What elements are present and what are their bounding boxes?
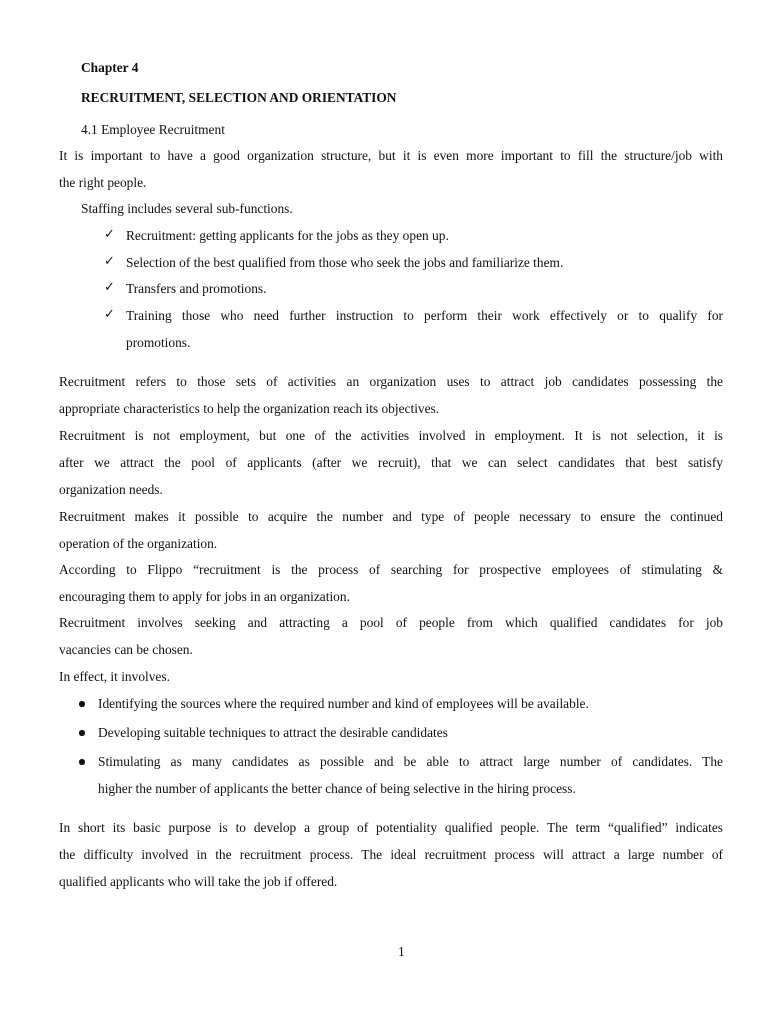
check-icon: ✓ bbox=[104, 307, 115, 322]
paragraph-4-line-2: encouraging them to apply for jobs in an organization. bbox=[59, 589, 350, 604]
bullet-icon bbox=[79, 759, 85, 765]
paragraph-3-line-1: Recruitment makes it possible to acquire the number and type of people necessary to ensure the continued bbox=[59, 509, 723, 524]
chapter-heading: RECRUITMENT, SELECTION AND ORIENTATION bbox=[81, 90, 397, 105]
intro-line-2: the right people. bbox=[59, 175, 147, 190]
paragraph-2-line-3: organization needs. bbox=[59, 482, 163, 497]
bullet-item: Identifying the sources where the required number and kind of employees will be available. bbox=[98, 696, 589, 711]
paragraph-2-line-2: after we attract the pool of applicants (after we recruit), that we can select candidates that best satisfy bbox=[59, 455, 723, 470]
paragraph-3-line-2: operation of the organization. bbox=[59, 536, 218, 551]
bullet-item-continued: higher the number of applicants the better chance of being selective in the hiring process. bbox=[98, 781, 576, 796]
bullet-item: Stimulating as many candidates as possible and be able to attract large number of candidates. The bbox=[98, 754, 723, 769]
paragraph-4-line-1: According to Flippo “recruitment is the process of searching for prospective employees of stimulating & bbox=[59, 562, 723, 577]
chapter-label: Chapter 4 bbox=[81, 60, 139, 75]
checklist-item: Transfers and promotions. bbox=[126, 281, 267, 296]
paragraph-5-line-2: vacancies can be chosen. bbox=[59, 642, 193, 657]
paragraph-5-line-1: Recruitment involves seeking and attracting a pool of people from which qualified candidates for job bbox=[59, 615, 723, 630]
check-icon: ✓ bbox=[104, 227, 115, 242]
paragraph-6: In effect, it involves. bbox=[59, 669, 170, 684]
paragraph-2-line-1: Recruitment is not employment, but one of the activities involved in employment. It is not selection, it is bbox=[59, 428, 723, 443]
staffing-intro: Staffing includes several sub-functions. bbox=[81, 201, 293, 216]
closing-line-2: the difficulty involved in the recruitment process. The ideal recruitment process will attract a large number of bbox=[59, 847, 723, 862]
closing-line-1: In short its basic purpose is to develop a group of potentiality qualified people. The term “qualified” indicates bbox=[59, 820, 723, 835]
checklist-item: Recruitment: getting applicants for the jobs as they open up. bbox=[126, 228, 449, 243]
paragraph-1-line-2: appropriate characteristics to help the organization reach its objectives. bbox=[59, 401, 440, 416]
check-icon: ✓ bbox=[104, 280, 115, 295]
paragraph-1-line-1: Recruitment refers to those sets of activities an organization uses to attract job candidates possessing the bbox=[59, 374, 723, 389]
bullet-item: Developing suitable techniques to attract the desirable candidates bbox=[98, 725, 448, 740]
check-icon: ✓ bbox=[104, 254, 115, 269]
checklist-item-continued: promotions. bbox=[126, 335, 191, 350]
checklist-item: Training those who need further instruction to perform their work effectively or to qualify for bbox=[126, 308, 723, 323]
intro-line-1: It is important to have a good organization structure, but it is even more important to fill the structure/job with bbox=[59, 148, 723, 163]
bullet-icon bbox=[79, 701, 85, 707]
closing-line-3: qualified applicants who will take the job if offered. bbox=[59, 874, 338, 889]
checklist-item: Selection of the best qualified from those who seek the jobs and familiarize them. bbox=[126, 255, 564, 270]
page-number: 1 bbox=[398, 944, 405, 959]
bullet-icon bbox=[79, 730, 85, 736]
section-title: 4.1 Employee Recruitment bbox=[81, 122, 225, 137]
